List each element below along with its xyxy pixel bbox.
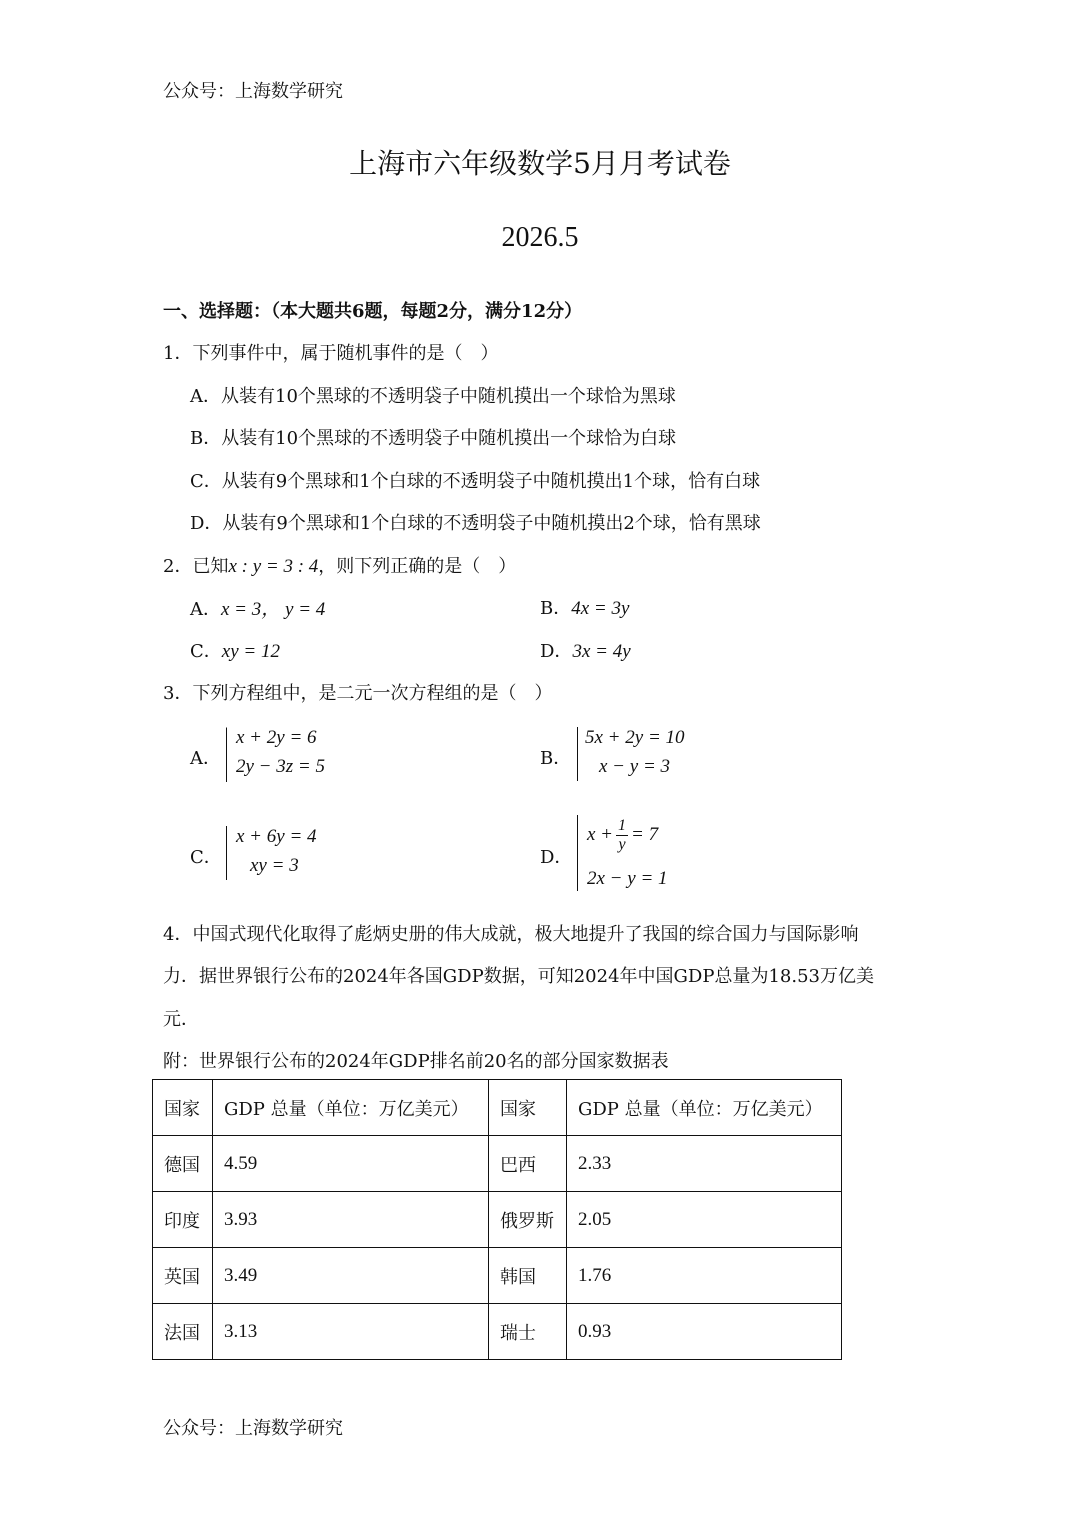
q3-option-a-label: A． [190, 748, 221, 769]
q2-stem-post: ，则下列正确的是（ ） [318, 556, 517, 577]
header-cell: GDP 总量（单位：万亿美元） [567, 1080, 842, 1136]
q3-c-equation-2: xy = 3 [250, 855, 299, 876]
header-cell: GDP 总量（单位：万亿美元） [213, 1080, 489, 1136]
q2-option-d-math: 3x = 4y [572, 641, 631, 662]
section-heading: 一、选择题：（本大题共6题，每题2分，满分12分） [163, 301, 583, 322]
gdp-cell: 2.33 [567, 1136, 842, 1192]
country-cell: 巴西 [489, 1136, 567, 1192]
gdp-cell: 3.49 [213, 1248, 489, 1304]
q2-option-b [540, 594, 629, 620]
q3-option-c-system [226, 826, 366, 882]
brace-icon [577, 727, 584, 781]
table-row [153, 1136, 842, 1192]
q2-option-d [540, 637, 631, 663]
country-cell: 法国 [153, 1304, 213, 1360]
gdp-cell: 3.93 [213, 1192, 489, 1248]
q3-a-equation-2: 2y − 3z = 5 [236, 756, 325, 777]
q1-option-b: B．从装有10个黑球的不透明袋子中随机摸出一个球恰为白球 [190, 428, 677, 449]
header-cell: 国家 [153, 1080, 213, 1136]
q3-option-a-system [226, 727, 366, 783]
page-title: 上海市六年级数学5月月考试卷 [349, 147, 731, 180]
table-row [153, 1304, 842, 1360]
q3-d-eq1-pre: x + [587, 823, 614, 845]
header-watermark: 公众号：上海数学研究 [163, 81, 343, 102]
q3-option-d-system [577, 815, 717, 893]
country-cell: 英国 [153, 1248, 213, 1304]
q3-c-equation-1: x + 6y = 4 [236, 826, 317, 847]
question-4-line-2: 力．据世界银行公布的2024年各国GDP数据，可知2024年中国GDP总量为18.53万亿美 [163, 966, 874, 987]
q3-d-equation-2: 2x − y = 1 [587, 868, 668, 889]
q2-option-c-math: xy = 12 [221, 641, 280, 662]
brace-icon [226, 727, 233, 782]
gdp-cell: 3.13 [213, 1304, 489, 1360]
q2-stem-math: x : y = 3 : 4 [228, 556, 319, 577]
question-4-line-3: 元． [163, 1009, 199, 1030]
q3-option-b-label: B． [540, 748, 572, 769]
q2-option-a [190, 594, 325, 621]
question-4-line-1: 4．中国式现代化取得了彪炳史册的伟大成就，极大地提升了我国的综合国力与国际影响 [163, 924, 859, 945]
country-cell: 印度 [153, 1192, 213, 1248]
q3-b-equation-2: x − y = 3 [599, 756, 671, 777]
exam-date: 2026.5 [501, 222, 579, 253]
country-cell: 韩国 [489, 1248, 567, 1304]
gdp-cell: 1.76 [567, 1248, 842, 1304]
q3-option-b-system [577, 727, 717, 783]
q3-option-d-label: D． [540, 847, 573, 868]
country-cell: 俄罗斯 [489, 1192, 567, 1248]
q3-b-equation-1: 5x + 2y = 10 [585, 727, 685, 748]
brace-icon [226, 826, 233, 880]
q3-a-equation-1: x + 2y = 6 [236, 727, 317, 748]
q1-option-c: C．从装有9个黑球和1个白球的不透明袋子中随机摸出1个球，恰有白球 [190, 471, 761, 492]
question-2-stem [163, 552, 516, 578]
brace-icon [577, 815, 584, 891]
gdp-cell: 4.59 [213, 1136, 489, 1192]
question-1-stem: 1．下列事件中，属于随机事件的是（ ） [163, 343, 499, 364]
gdp-cell: 2.05 [567, 1192, 842, 1248]
q2-option-c [190, 637, 280, 663]
header-cell: 国家 [489, 1080, 567, 1136]
footer-watermark: 公众号：上海数学研究 [163, 1418, 343, 1439]
q1-option-d: D．从装有9个黑球和1个白球的不透明袋子中随机摸出2个球，恰有黑球 [190, 513, 761, 534]
question-3-stem: 3．下列方程组中，是二元一次方程组的是（ ） [163, 683, 553, 704]
table-row [153, 1248, 842, 1304]
gdp-table [152, 1079, 842, 1360]
fraction [616, 817, 628, 854]
fraction-numerator: 1 [618, 817, 627, 834]
q2-option-b-label: B． [540, 598, 572, 619]
q3-d-eq1-post: = 7 [631, 823, 659, 845]
q1-option-a: A．从装有10个黑球的不透明袋子中随机摸出一个球恰为黑球 [190, 386, 676, 407]
table-header-row [153, 1080, 842, 1136]
q2-option-d-label: D． [540, 641, 573, 662]
q3-option-c-label: C． [190, 847, 222, 868]
gdp-cell: 0.93 [567, 1304, 842, 1360]
country-cell: 德国 [153, 1136, 213, 1192]
country-cell: 瑞士 [489, 1304, 567, 1360]
fraction-denominator: y [618, 836, 626, 853]
table-caption: 附：世界银行公布的2024年GDP排名前20名的部分国家数据表 [163, 1051, 669, 1072]
q2-option-a-label: A． [190, 599, 221, 620]
q3-d-equation-1 [587, 817, 658, 854]
q2-option-c-label: C． [190, 641, 222, 662]
q2-option-b-math: 4x = 3y [571, 598, 630, 619]
q2-option-a-math: x = 3， y = 4 [221, 599, 326, 620]
table-row [153, 1192, 842, 1248]
q2-stem-pre: 2．已知 [163, 556, 229, 577]
